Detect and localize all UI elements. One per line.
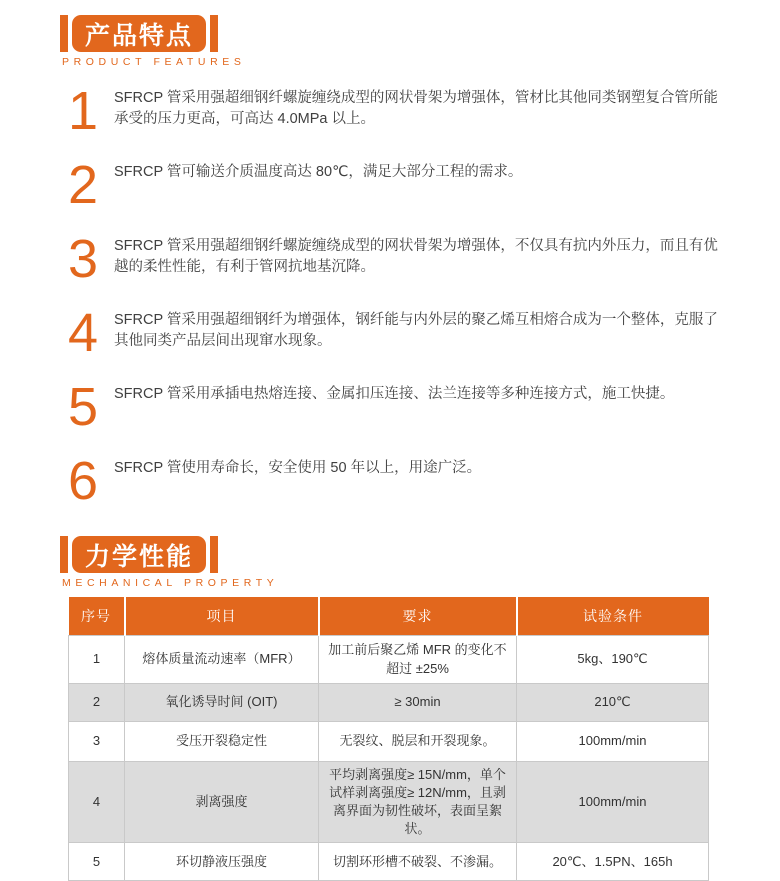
cell-index: 3 xyxy=(69,721,125,761)
feature-number: 5 xyxy=(68,377,99,437)
feature-text: SFRCP 管采用强超细钢纤螺旋缠绕成型的网状骨架为增强体，管材比其他同类钢塑复合管所能承受的压力更高，可高达 4.0MPa 以上。 xyxy=(114,90,718,127)
cell-index: 4 xyxy=(69,761,125,843)
feature-item-1 xyxy=(60,81,718,141)
cell-requirement: 平均剥离强度≥ 15N/mm，单个试样剥离强度≥ 12N/mm，且剥离界面为韧性破坏，表面呈絮状。 xyxy=(319,761,517,843)
accent-bar-icon xyxy=(210,536,218,573)
cell-condition: 100mm/min xyxy=(517,761,709,843)
cell-requirement: ≥ 30min xyxy=(319,683,517,721)
header-cell-condition: 试验条件 xyxy=(517,597,709,635)
cell-index: 1 xyxy=(69,635,125,683)
table-row xyxy=(69,635,709,683)
accent-bar-icon xyxy=(60,536,68,573)
feature-item-4 xyxy=(60,303,718,363)
mechanical-title-row xyxy=(60,536,718,573)
feature-number: 6 xyxy=(68,451,99,511)
cell-index: 5 xyxy=(69,843,125,881)
feature-text: SFRCP 管使用寿命长，安全使用 50 年以上，用途广泛。 xyxy=(114,460,482,476)
features-section-header xyxy=(60,15,718,68)
accent-bar-icon xyxy=(60,15,68,52)
feature-number: 2 xyxy=(68,155,99,215)
cell-item: 熔体质量流动速率（MFR） xyxy=(125,635,319,683)
cell-requirement: 加工前后聚乙烯 MFR 的变化不超过 ±25% xyxy=(319,635,517,683)
cell-condition: 210℃ xyxy=(517,683,709,721)
feature-number: 4 xyxy=(68,303,99,363)
accent-bar-icon xyxy=(210,15,218,52)
table-header-row xyxy=(69,597,709,635)
cell-condition: 5kg、190℃ xyxy=(517,635,709,683)
header-cell-index: 序号 xyxy=(69,597,125,635)
header-cell-item: 项目 xyxy=(125,597,319,635)
mechanical-property-table xyxy=(68,597,709,881)
mechanical-section-header xyxy=(60,536,718,589)
feature-number: 1 xyxy=(68,81,99,141)
feature-text: SFRCP 管可输送介质温度高达 80℃，满足大部分工程的需求。 xyxy=(114,164,523,180)
table-row xyxy=(69,843,709,881)
features-list xyxy=(60,81,718,511)
header-cell-requirement: 要求 xyxy=(319,597,517,635)
table-row xyxy=(69,683,709,721)
cell-condition: 100mm/min xyxy=(517,721,709,761)
mechanical-section-title: 力学性能 xyxy=(72,536,206,573)
features-title-row xyxy=(60,15,718,52)
cell-requirement: 切割环形槽不破裂、不渗漏。 xyxy=(319,843,517,881)
table-row xyxy=(69,721,709,761)
cell-item: 剥离强度 xyxy=(125,761,319,843)
cell-requirement: 无裂纹、脱层和开裂现象。 xyxy=(319,721,517,761)
feature-item-6 xyxy=(60,451,718,511)
cell-index: 2 xyxy=(69,683,125,721)
cell-item: 氧化诱导时间 (OIT) xyxy=(125,683,319,721)
cell-item: 环切静液压强度 xyxy=(125,843,319,881)
mechanical-section-subtitle: MECHANICAL PROPERTY xyxy=(62,577,279,589)
feature-text: SFRCP 管采用强超细钢纤螺旋缠绕成型的网状骨架为增强体，不仅具有抗内外压力，而且有优越的柔性性能，有利于管网抗地基沉降。 xyxy=(114,238,718,275)
feature-item-3 xyxy=(60,229,718,289)
features-section-title: 产品特点 xyxy=(72,15,206,52)
features-section-subtitle: PRODUCT FEATURES xyxy=(62,56,246,68)
cell-condition: 20℃、1.5PN、165h xyxy=(517,843,709,881)
feature-number: 3 xyxy=(68,229,99,289)
table-row xyxy=(69,761,709,843)
feature-item-2 xyxy=(60,155,718,215)
feature-text: SFRCP 管采用承插电热熔连接、金属扣压连接、法兰连接等多种连接方式，施工快捷。 xyxy=(114,386,675,402)
feature-item-5 xyxy=(60,377,718,437)
feature-text: SFRCP 管采用强超细钢纤为增强体，钢纤能与内外层的聚乙烯互相熔合成为一个整体，克服了其他同类产品层间出现窜水现象。 xyxy=(114,312,718,349)
cell-item: 受压开裂稳定性 xyxy=(125,721,319,761)
